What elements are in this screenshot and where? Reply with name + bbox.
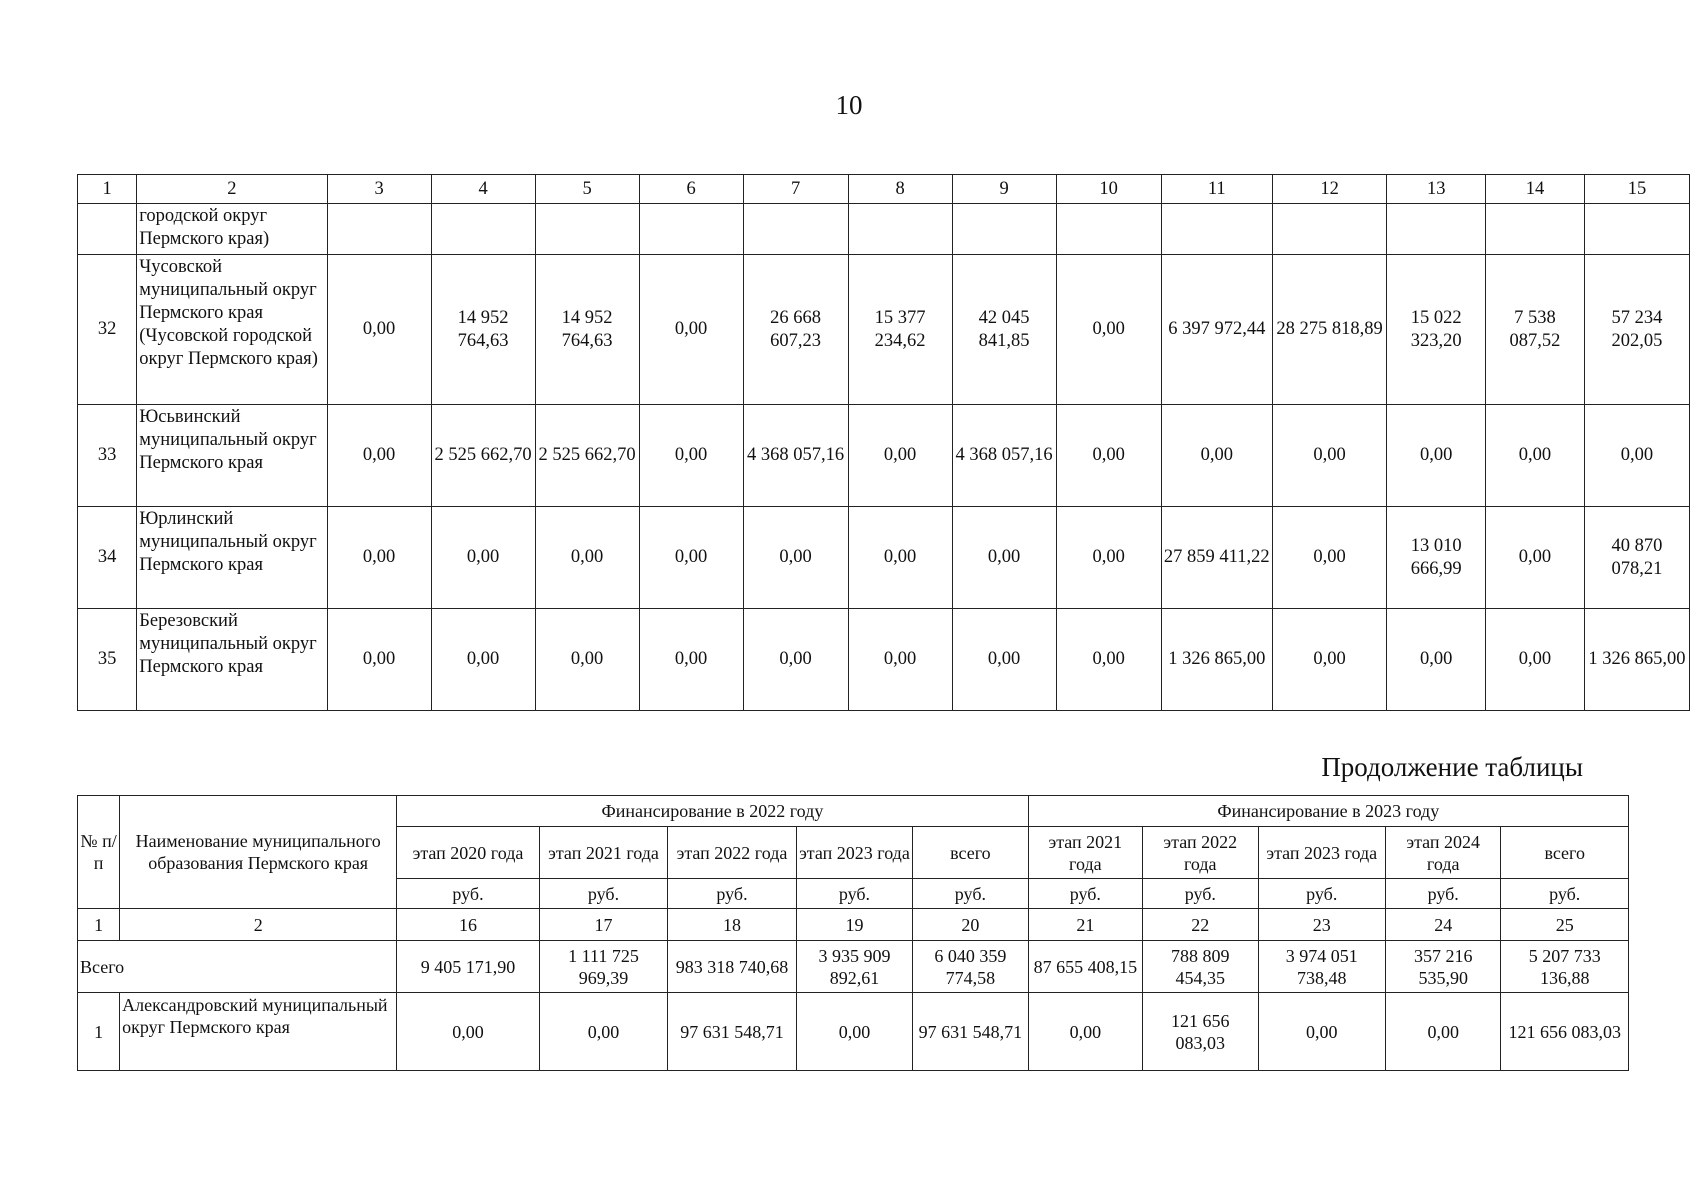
column-number-cell: 2 xyxy=(120,909,397,941)
column-number-cell: 5 xyxy=(535,175,639,204)
amount-cell xyxy=(431,204,535,255)
amount-cell xyxy=(1056,204,1161,255)
column-number-cell: 7 xyxy=(743,175,848,204)
amount-cell: 15 022 323,20 xyxy=(1387,255,1486,405)
total-label: Всего xyxy=(78,941,397,993)
column-number-cell: 9 xyxy=(952,175,1056,204)
stage-2023-header: этап 2021 года xyxy=(1028,827,1142,879)
amount-cell: 0,00 xyxy=(848,609,952,711)
amount-cell: 0,00 xyxy=(1486,609,1585,711)
amount-cell: 0,00 xyxy=(1584,405,1689,507)
amount-cell: 0,00 xyxy=(848,507,952,609)
total-amount-cell: 6 040 359 774,58 xyxy=(913,941,1028,993)
stage-2023-header: всего xyxy=(1501,827,1629,879)
amount-cell: 27 859 411,22 xyxy=(1161,507,1272,609)
unit-cell: руб. xyxy=(1385,879,1500,909)
amount-cell xyxy=(639,204,743,255)
municipality-name: Александровский муниципальный округ Пермского края xyxy=(120,993,397,1071)
row-number: 32 xyxy=(78,255,137,405)
amount-cell: 0,00 xyxy=(397,993,540,1071)
column-number-cell: 4 xyxy=(431,175,535,204)
stage-2022-header: этап 2021 года xyxy=(539,827,667,879)
column-number-cell: 24 xyxy=(1385,909,1500,941)
column-number-cell: 14 xyxy=(1486,175,1585,204)
amount-cell: 0,00 xyxy=(1056,609,1161,711)
table-row xyxy=(78,405,1690,507)
amount-cell: 4 368 057,16 xyxy=(952,405,1056,507)
unit-cell: руб. xyxy=(1028,879,1142,909)
table-row xyxy=(78,204,1690,255)
amount-cell: 0,00 xyxy=(1272,507,1386,609)
total-amount-cell: 983 318 740,68 xyxy=(668,941,796,993)
amount-cell: 0,00 xyxy=(952,507,1056,609)
amount-cell: 0,00 xyxy=(639,405,743,507)
amount-cell: 42 045 841,85 xyxy=(952,255,1056,405)
amount-cell: 121 656 083,03 xyxy=(1143,993,1258,1071)
column-number-cell: 10 xyxy=(1056,175,1161,204)
table-row xyxy=(78,609,1690,711)
municipality-name: Юрлинский муниципальный округ Пермского края xyxy=(137,507,327,609)
unit-cell: руб. xyxy=(1143,879,1258,909)
row-number: 34 xyxy=(78,507,137,609)
unit-cell: руб. xyxy=(539,879,667,909)
amount-cell: 0,00 xyxy=(327,507,431,609)
stage-2023-header: этап 2022 года xyxy=(1143,827,1258,879)
total-amount-cell: 9 405 171,90 xyxy=(397,941,540,993)
total-row xyxy=(78,941,1629,993)
unit-cell: руб. xyxy=(397,879,540,909)
num-header: № п/п xyxy=(78,796,120,909)
column-number-cell: 19 xyxy=(796,909,912,941)
amount-cell: 0,00 xyxy=(1385,993,1500,1071)
column-number-cell: 11 xyxy=(1161,175,1272,204)
total-amount-cell: 87 655 408,15 xyxy=(1028,941,1142,993)
page-number: 10 xyxy=(835,90,863,120)
amount-cell: 0,00 xyxy=(1056,507,1161,609)
total-amount-cell: 1 111 725 969,39 xyxy=(539,941,667,993)
row-number: 1 xyxy=(78,993,120,1071)
amount-cell: 0,00 xyxy=(1387,405,1486,507)
amount-cell: 26 668 607,23 xyxy=(743,255,848,405)
column-number-cell: 22 xyxy=(1143,909,1258,941)
amount-cell: 0,00 xyxy=(848,405,952,507)
amount-cell xyxy=(327,204,431,255)
amount-cell: 2 525 662,70 xyxy=(431,405,535,507)
column-number-row xyxy=(78,909,1629,941)
column-number-cell: 12 xyxy=(1272,175,1386,204)
amount-cell: 0,00 xyxy=(327,609,431,711)
amount-cell: 40 870 078,21 xyxy=(1584,507,1689,609)
column-number-cell: 6 xyxy=(639,175,743,204)
total-amount-cell: 3 935 909 892,61 xyxy=(796,941,912,993)
column-number-cell: 2 xyxy=(137,175,327,204)
stage-2022-header: всего xyxy=(913,827,1028,879)
amount-cell: 0,00 xyxy=(1161,405,1272,507)
amount-cell: 1 326 865,00 xyxy=(1161,609,1272,711)
column-number-cell: 17 xyxy=(539,909,667,941)
amount-cell: 0,00 xyxy=(1028,993,1142,1071)
unit-cell: руб. xyxy=(668,879,796,909)
amount-cell: 14 952 764,63 xyxy=(431,255,535,405)
column-number-cell: 1 xyxy=(78,909,120,941)
amount-cell: 0,00 xyxy=(1056,255,1161,405)
amount-cell: 6 397 972,44 xyxy=(1161,255,1272,405)
stage-2022-header: этап 2023 года xyxy=(796,827,912,879)
column-number-cell: 15 xyxy=(1584,175,1689,204)
continuation-title: Продолжение таблицы xyxy=(1321,752,1583,782)
row-number: 33 xyxy=(78,405,137,507)
column-number-cell: 25 xyxy=(1501,909,1629,941)
name-header: Наименование муниципального образования Пермского края xyxy=(120,796,397,909)
header-row-groups xyxy=(78,796,1629,827)
column-number-cell: 1 xyxy=(78,175,137,204)
municipality-name: Березовский муниципальный округ Пермского края xyxy=(137,609,327,711)
table-row xyxy=(78,255,1690,405)
amount-cell: 0,00 xyxy=(639,609,743,711)
amount-cell: 0,00 xyxy=(743,507,848,609)
funding-table-2022-2023 xyxy=(77,795,1629,1071)
amount-cell: 97 631 548,71 xyxy=(668,993,796,1071)
amount-cell: 0,00 xyxy=(539,993,667,1071)
amount-cell: 28 275 818,89 xyxy=(1272,255,1386,405)
amount-cell: 13 010 666,99 xyxy=(1387,507,1486,609)
amount-cell: 0,00 xyxy=(1486,405,1585,507)
amount-cell: 0,00 xyxy=(639,255,743,405)
column-number-cell: 20 xyxy=(913,909,1028,941)
municipality-name: Чусовской муниципальный округ Пермского края (Чусовской городской округ Пермского края) xyxy=(137,255,327,405)
amount-cell: 0,00 xyxy=(431,609,535,711)
unit-cell: руб. xyxy=(1501,879,1629,909)
total-amount-cell: 357 216 535,90 xyxy=(1385,941,1500,993)
amount-cell: 0,00 xyxy=(535,609,639,711)
column-number-cell: 8 xyxy=(848,175,952,204)
amount-cell: 2 525 662,70 xyxy=(535,405,639,507)
amount-cell: 0,00 xyxy=(1272,609,1386,711)
stage-2022-header: этап 2022 года xyxy=(668,827,796,879)
amount-cell: 0,00 xyxy=(327,255,431,405)
amount-cell xyxy=(1486,204,1585,255)
stage-2023-header: этап 2023 года xyxy=(1258,827,1385,879)
amount-cell: 14 952 764,63 xyxy=(535,255,639,405)
stage-2023-header: этап 2024 года xyxy=(1385,827,1500,879)
amount-cell: 4 368 057,16 xyxy=(743,405,848,507)
amount-cell: 0,00 xyxy=(743,609,848,711)
amount-cell: 0,00 xyxy=(1056,405,1161,507)
amount-cell: 1 326 865,00 xyxy=(1584,609,1689,711)
amount-cell: 0,00 xyxy=(796,993,912,1071)
amount-cell: 0,00 xyxy=(535,507,639,609)
amount-cell: 7 538 087,52 xyxy=(1486,255,1585,405)
amount-cell: 57 234 202,05 xyxy=(1584,255,1689,405)
amount-cell: 0,00 xyxy=(1387,609,1486,711)
table-row xyxy=(78,507,1690,609)
table-row xyxy=(78,993,1629,1071)
amount-cell: 0,00 xyxy=(327,405,431,507)
column-number-cell: 13 xyxy=(1387,175,1486,204)
unit-cell: руб. xyxy=(796,879,912,909)
total-amount-cell: 3 974 051 738,48 xyxy=(1258,941,1385,993)
amount-cell xyxy=(743,204,848,255)
amount-cell: 15 377 234,62 xyxy=(848,255,952,405)
group-2022-header: Финансирование в 2022 году xyxy=(397,796,1028,827)
municipality-name: городской округ Пермского края) xyxy=(137,204,327,255)
group-2023-header: Финансирование в 2023 году xyxy=(1028,796,1628,827)
row-number xyxy=(78,204,137,255)
total-amount-cell: 5 207 733 136,88 xyxy=(1501,941,1629,993)
amount-cell xyxy=(1584,204,1689,255)
column-number-row xyxy=(78,175,1690,204)
total-amount-cell: 788 809 454,35 xyxy=(1143,941,1258,993)
amount-cell xyxy=(848,204,952,255)
amount-cell: 97 631 548,71 xyxy=(913,993,1028,1071)
amount-cell xyxy=(535,204,639,255)
column-number-cell: 18 xyxy=(668,909,796,941)
amount-cell: 121 656 083,03 xyxy=(1501,993,1629,1071)
amount-cell: 0,00 xyxy=(1258,993,1385,1071)
municipality-name: Юсьвинский муниципальный округ Пермского края xyxy=(137,405,327,507)
amount-cell: 0,00 xyxy=(952,609,1056,711)
amount-cell xyxy=(1387,204,1486,255)
unit-cell: руб. xyxy=(1258,879,1385,909)
row-number: 35 xyxy=(78,609,137,711)
amount-cell xyxy=(1161,204,1272,255)
amount-cell: 0,00 xyxy=(431,507,535,609)
unit-cell: руб. xyxy=(913,879,1028,909)
funding-table-continued xyxy=(77,174,1690,711)
amount-cell: 0,00 xyxy=(1486,507,1585,609)
amount-cell xyxy=(952,204,1056,255)
stage-2022-header: этап 2020 года xyxy=(397,827,540,879)
amount-cell: 0,00 xyxy=(1272,405,1386,507)
column-number-cell: 23 xyxy=(1258,909,1385,941)
column-number-cell: 21 xyxy=(1028,909,1142,941)
amount-cell xyxy=(1272,204,1386,255)
column-number-cell: 16 xyxy=(397,909,540,941)
amount-cell: 0,00 xyxy=(639,507,743,609)
column-number-cell: 3 xyxy=(327,175,431,204)
